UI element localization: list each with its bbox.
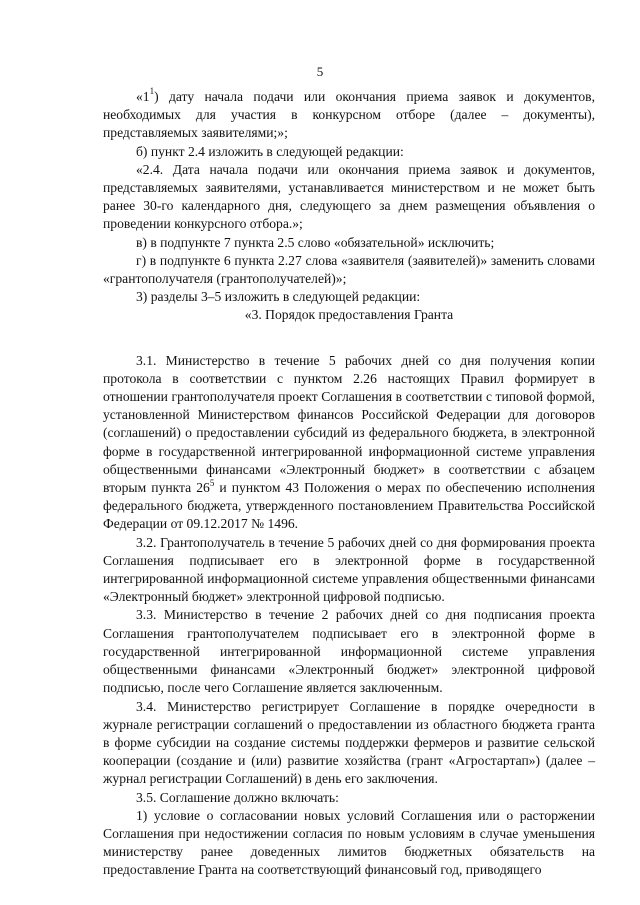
paragraph-item-b: б) пункт 2.4 изложить в следующей редакции:	[136, 143, 404, 159]
paragraph-clause-3-2: 3.2. Грантополучатель в течение 5 рабочих дней со дня формирования проекта Соглашения подписывает его в электронной форме в государственной интегрированной информационной системе управления общественными финансами «Электронный бюджет» электронной цифровой подписью.	[103, 534, 595, 605]
paragraph-text: «1	[136, 89, 150, 104]
paragraph-text: и пунктом 43 Положения о мерах по обеспечению исполнения федерального бюджета, утвержденного постановлением Правительства Российской Федерации от 09.12.2017 № 1496.	[103, 480, 595, 532]
page-number: 5	[316, 64, 324, 79]
superscript: 5	[209, 477, 215, 488]
paragraph-clause-3-1	[103, 352, 595, 534]
paragraph-clause-3-4: 3.4. Министерство регистрирует Соглашение в порядке очередности в журнале регистрации соглашений о предоставлении из областного бюджета гранта в форме субсидии на создание системы поддержки фермеров и развитие сельской кооперации (создание и (или) развитие хозяйства (грант «Агростартап») (далее – журнал регистрации Соглашений) в день его заключения.	[103, 698, 595, 787]
paragraph-subpoint-1-1	[103, 88, 595, 143]
paragraph-item-v: в) в подпункте 7 пункта 2.5 слово «обязательной» исключить;	[136, 234, 495, 250]
paragraph-clause-2-4: «2.4. Дата начала подачи или окончания приема заявок и документов, представляемых заявителями, устанавливается министерством и не может быть ранее 30-го календарного дня, следующего за днем размещения объявления о проведении конкурсного отбора.»;	[103, 161, 595, 232]
paragraph-clause-3-5-1: 1) условие о согласовании новых условий Соглашения или о расторжении Соглашения при недостижении согласия по новым условиям в случае уменьшения министерству ранее доведенных лимитов бюджетных обязательств на предоставление Гранта на соответствующий финансовый год, приводящего	[103, 807, 595, 878]
paragraph-text: 3.1. Министерство в течение 5 рабочих дней со дня получения копии протокола в соответствии с пунктом 2.26 настоящих Правил формирует в отношении грантополучателя проект Соглашения в соответствии с типовой формой, установленной Министерством финансов Российской Федерации для договоров (соглашений) о предоставлении субсидий из федерального бюджета, в электронной форме в государственной интегрированной информационной системе управления общественными финансами «Электронный бюджет» в соответствии с абзацем вторым пункта 26	[103, 352, 595, 496]
paragraph-text: ) дату начала подачи или окончания приема заявок и документов, необходимых для участия в конкурсном отборе (далее – документы), представляемых заявителями;»;	[103, 89, 595, 141]
paragraph-clause-3-3: 3.3. Министерство в течение 2 рабочих дней со дня подписания проекта Соглашения грантополучателем подписывает его в электронной форме в государственной интегрированной информационной системе управления общественными финансами «Электронный бюджет» электронной цифровой подписью, после чего Соглашение является заключенным.	[103, 607, 595, 696]
section-title: «3. Порядок предоставления Гранта	[244, 307, 454, 323]
paragraph-clause-3-5: 3.5. Соглашение должно включать:	[136, 789, 339, 805]
superscript: 1	[149, 86, 155, 97]
paragraph-item-3: 3) разделы 3–5 изложить в следующей редакции:	[136, 289, 421, 305]
paragraph-item-g: г) в подпункте 6 пункта 2.27 слова «заявителя (заявителей)» заменить словами «грантополучателя (грантополучателей)»;	[103, 252, 595, 287]
document-body	[103, 88, 595, 880]
